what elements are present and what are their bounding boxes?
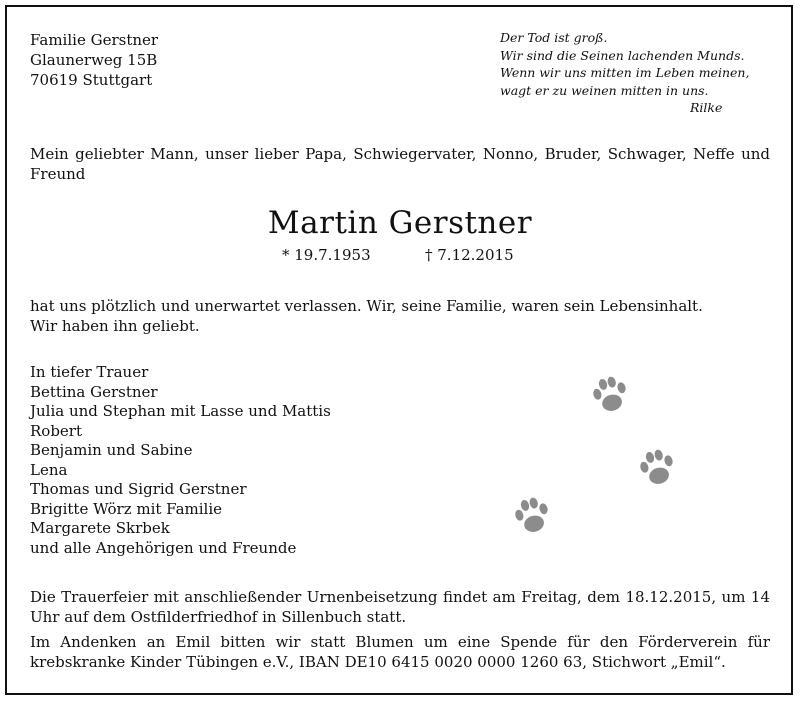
quote-line: Wenn wir uns mitten im Leben meinen, (500, 65, 750, 80)
message-line: Wir haben ihn geliebt. (30, 317, 200, 335)
birth-date: * 19.7.1953 (282, 246, 371, 264)
quote-line: Der Tod ist groß. (500, 30, 608, 45)
mourner-name: Robert (30, 421, 83, 440)
death-date: † 7.12.2015 (425, 246, 514, 264)
sender-address (30, 30, 158, 90)
mourner-name: Julia und Stephan mit Lasse und Mattis (30, 402, 331, 420)
paw-print-icon (637, 448, 677, 488)
quote-line: wagt er zu weinen mitten in uns. (500, 82, 709, 98)
mourner-name: Lena (30, 460, 68, 479)
paw-print-icon (512, 496, 552, 536)
mourner-name: Benjamin und Sabine (30, 441, 193, 459)
mourners-heading: In tiefer Trauer (30, 363, 149, 381)
mourner-name: und alle Angehörigen und Freunde (30, 538, 297, 557)
message-line: hat uns plötzlich und unerwartet verlassen. Wir, seine Familie, waren sein Lebensinhalt. (30, 297, 703, 315)
paw-print-icon (590, 375, 630, 415)
sender-city: 70619 Stuttgart (30, 71, 153, 89)
intro-text: Mein geliebter Mann, unser lieber Papa, Schwiegervater, Nonno, Bruder, Schwager, Neffe und Freund (30, 145, 770, 183)
mourner-name: Bettina Gerstner (30, 382, 158, 401)
sender-street: Glaunerweg 15B (30, 51, 158, 69)
message-text (30, 296, 770, 336)
mourner-name: Brigitte Wörz mit Familie (30, 499, 223, 518)
mourners-list (30, 363, 331, 558)
mourner-name: Margarete Skrbek (30, 519, 170, 537)
poem-quote (500, 29, 770, 117)
funeral-info: Die Trauerfeier mit anschließender Urnenbeisetzung findet am Freitag, dem 18.12.2015, um 14 Uhr auf dem Ostfilderfriedhof in Sillenbuch statt. (30, 588, 770, 626)
quote-line: Wir sind die Seinen lachenden Munds. (500, 47, 745, 63)
mourner-name: Thomas und Sigrid Gerstner (30, 480, 247, 498)
donation-info: Im Andenken an Emil bitten wir statt Blumen um eine Spende für den Förderverein für krebskranke Kinder Tübingen e.V., IBAN DE10 6415 0020 0000 1260 63, Stichwort „Emil“. (30, 633, 770, 671)
sender-family: Familie Gerstner (30, 31, 159, 49)
deceased-name: Martin Gerstner (267, 205, 533, 241)
quote-author: Rilke (690, 100, 723, 115)
